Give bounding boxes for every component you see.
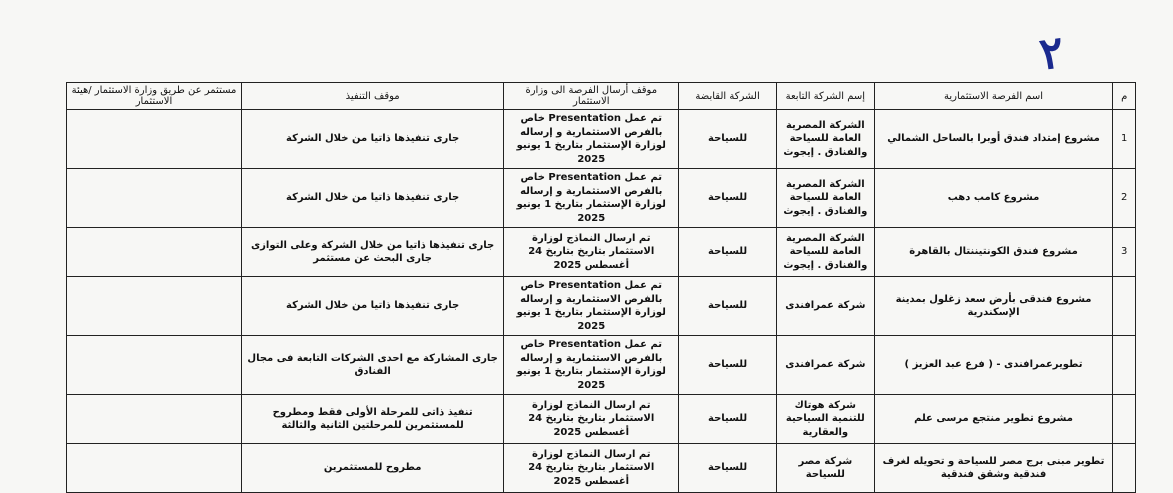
row-investor xyxy=(67,110,242,169)
table-header-row xyxy=(67,83,1136,110)
header-investor: مستثمر عن طريق وزارة الاستثمار /هيئة الاستثمار xyxy=(67,83,242,110)
row-opportunity: مشروع فندق الكونتيننتال بالقاهرة xyxy=(874,228,1113,277)
header-sent-status: موقف أرسال الفرصة الى وزارة الاستثمار xyxy=(504,83,679,110)
row-investor xyxy=(67,336,242,395)
row-investor xyxy=(67,277,242,336)
row-num xyxy=(1113,277,1136,336)
row-num: 3 xyxy=(1113,228,1136,277)
row-opportunity: مشروع تطوير منتجع مرسى علم xyxy=(874,395,1113,444)
row-execution: جارى تنفيذها ذاتيا من خلال الشركة xyxy=(241,277,503,336)
row-subsidiary: الشركة المصرية العامة للسياحة والفنادق . إيجوث xyxy=(776,169,874,228)
row-subsidiary: شركة مصر للسياحة xyxy=(776,444,874,493)
row-execution: مطروح للمستثمرين xyxy=(241,444,503,493)
row-opportunity: مشروع إمتداد فندق أوبرا بالساحل الشمالي xyxy=(874,110,1113,169)
row-holding: للسياحة xyxy=(679,169,777,228)
row-sent-status: تم عمل Presentation خاص بالفرص الاستثمارية و إرساله لوزارة الإستثمار بتاريخ 1 يونيو 2025 xyxy=(504,110,679,169)
row-execution: جارى تنفيذها ذاتيا من خلال الشركة xyxy=(241,169,503,228)
row-sent-status: تم ارسال النماذج لوزارة الاستثمار بتاريخ بتاريخ 24 أغسطس 2025 xyxy=(504,444,679,493)
row-holding: للسياحة xyxy=(679,110,777,169)
header-opportunity: اسم الفرصة الاستثمارية xyxy=(874,83,1113,110)
investment-opportunities-table xyxy=(66,82,1136,493)
row-subsidiary: شركة عمرافندى xyxy=(776,277,874,336)
row-holding: للسياحة xyxy=(679,336,777,395)
header-subsidiary: إسم الشركة التابعة xyxy=(776,83,874,110)
row-holding: للسياحة xyxy=(679,444,777,493)
handwritten-page-number: ٢ xyxy=(1036,26,1068,81)
row-sent-status: تم عمل Presentation خاص بالفرص الاستثمارية و إرساله لوزارة الإستثمار بتاريخ 1 يونيو 2025 xyxy=(504,336,679,395)
row-subsidiary: شركة هوتاك للتنمية السياحية والعقارية xyxy=(776,395,874,444)
row-num: 2 xyxy=(1113,169,1136,228)
row-opportunity: مشروع كامب دهب xyxy=(874,169,1113,228)
row-opportunity: تطويرعمرافندى - ( فرع عبد العزيز ) xyxy=(874,336,1113,395)
row-holding: للسياحة xyxy=(679,395,777,444)
row-execution: جارى تنفيذها ذاتيا من خلال الشركة وعلى التوازى جارى البحث عن مستثمر xyxy=(241,228,503,277)
header-holding: الشركة القابضة xyxy=(679,83,777,110)
row-num xyxy=(1113,444,1136,493)
row-investor xyxy=(67,395,242,444)
table-row xyxy=(67,444,1136,493)
row-num: 1 xyxy=(1113,110,1136,169)
header-num: م xyxy=(1113,83,1136,110)
row-holding: للسياحة xyxy=(679,228,777,277)
row-subsidiary: شركة عمرافندى xyxy=(776,336,874,395)
row-investor xyxy=(67,228,242,277)
row-execution: تنفيذ ذاتى للمرحلة الأولى فقط ومطروح للمستثمرين للمرحلتين الثانية والثالثة xyxy=(241,395,503,444)
table-row xyxy=(67,277,1136,336)
table-row xyxy=(67,169,1136,228)
table-row xyxy=(67,228,1136,277)
row-investor xyxy=(67,169,242,228)
row-num xyxy=(1113,336,1136,395)
table-row xyxy=(67,395,1136,444)
table-row xyxy=(67,110,1136,169)
table-row xyxy=(67,336,1136,395)
header-execution: موقف التنفيذ xyxy=(241,83,503,110)
row-sent-status: تم عمل Presentation خاص بالفرص الاستثمارية و إرساله لوزارة الإستثمار بتاريخ 1 يونيو 2025 xyxy=(504,277,679,336)
row-opportunity: مشروع فندقى بأرض سعد زغلول بمدينة الإسكندرية xyxy=(874,277,1113,336)
row-num xyxy=(1113,395,1136,444)
row-sent-status: تم ارسال النماذج لوزارة الاستثمار بتاريخ بتاريخ 24 أغسطس 2025 xyxy=(504,228,679,277)
row-execution: جارى المشاركة مع احدى الشركات التابعة فى مجال الفنادق xyxy=(241,336,503,395)
row-subsidiary: الشركة المصرية العامة للسياحة والفنادق . إيجوث xyxy=(776,228,874,277)
row-subsidiary: الشركة المصرية العامة للسياحة والفنادق . إيجوث xyxy=(776,110,874,169)
row-sent-status: تم عمل Presentation خاص بالفرص الاستثمارية و إرساله لوزارة الإستثمار بتاريخ 1 يونيو 2025 xyxy=(504,169,679,228)
row-execution: جارى تنفيذها ذاتيا من خلال الشركة xyxy=(241,110,503,169)
row-holding: للسياحة xyxy=(679,277,777,336)
row-opportunity: تطوير مبنى برج مصر للسياحة و تحويله لغرف فندقية وشقق فندقية xyxy=(874,444,1113,493)
row-sent-status: تم ارسال النماذج لوزارة الاستثمار بتاريخ بتاريخ 24 أغسطس 2025 xyxy=(504,395,679,444)
row-investor xyxy=(67,444,242,493)
